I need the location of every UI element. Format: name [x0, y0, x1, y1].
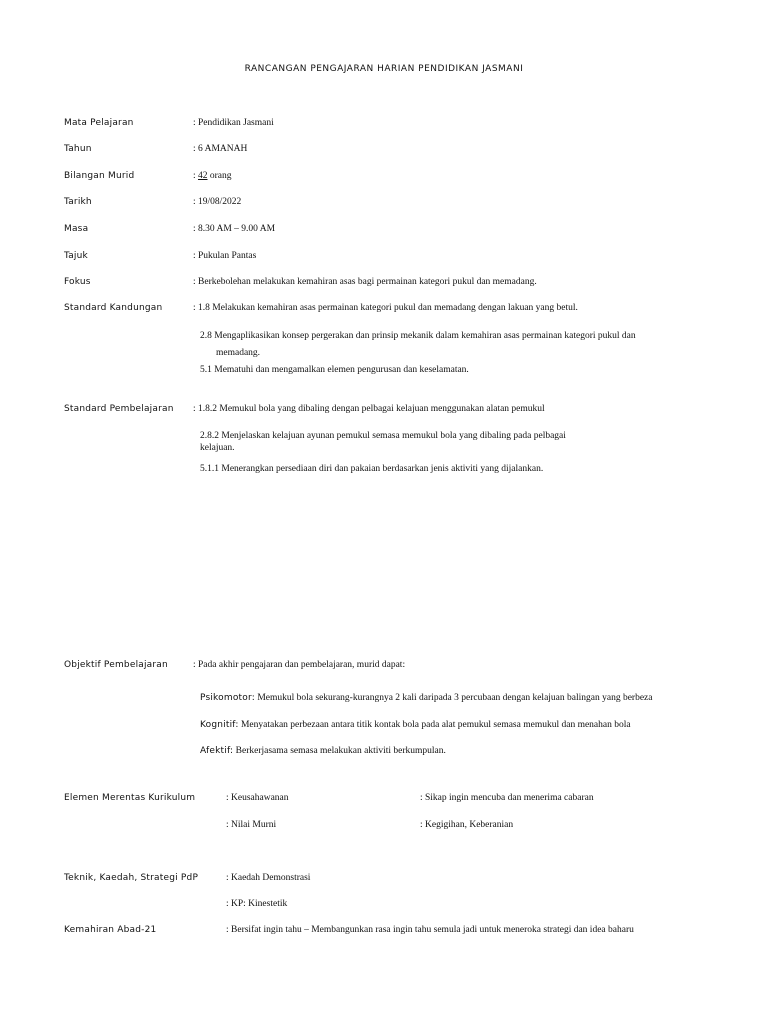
standard-kandungan-item-1: : 1.8 Melakukan kemahiran asas permainan kategori pukul dan memadang dengan lakuan yang betul.	[193, 303, 578, 313]
abad21-label: Kemahiran Abad-21	[64, 925, 157, 935]
objektif-afektif	[200, 740, 446, 758]
teknik-item-1: : Kaedah Demonstrasi	[226, 873, 311, 883]
afektif-label: Afektif:	[200, 746, 234, 756]
tahun-label: Tahun	[64, 144, 92, 154]
bilangan-murid-prefix: :	[193, 171, 199, 181]
bilangan-murid-suffix: orang	[207, 171, 232, 181]
standard-kandungan-item-2-line-1: 2.8 Mengaplikasikan konsep pergerakan dan prinsip mekanik dalam kemahiran asas permainan kategori pukul dan	[200, 331, 636, 341]
psikomotor-text: Memukul bola sekurang-kurangnya 2 kali daripada 3 percubaan dengan kelajuan balingan yang berbeza	[254, 693, 653, 703]
standard-pembelajaran-item-1: : 1.8.2 Memukul bola yang dibaling dengan pelbagai kelajuan menggunakan alatan pemukul	[193, 404, 545, 414]
mata-pelajaran-label: Mata Pelajaran	[64, 118, 134, 128]
standard-pembelajaran-item-3: 5.1.1 Menerangkan persediaan diri dan pakaian berdasarkan jenis aktiviti yang dijalankan.	[200, 464, 544, 474]
kognitif-text: Menyatakan perbezaan antara titik kontak bola pada alat pemukul semasa memukul dan menahan bola	[238, 720, 631, 730]
masa-value: : 8.30 AM – 9.00 AM	[193, 224, 276, 234]
emk-item-2-note: : Kegigihan, Keberanian	[420, 820, 514, 830]
standard-kandungan-label: Standard Kandungan	[64, 303, 163, 313]
bilangan-murid-number: 42	[198, 171, 208, 181]
tarikh-value: : 19/08/2022	[193, 197, 242, 207]
teknik-item-2: : KP: Kinestetik	[226, 899, 288, 909]
standard-kandungan-item-3: 5.1 Mematuhi dan mengamalkan elemen pengurusan dan keselamatan.	[200, 365, 469, 375]
fokus-value: : Berkebolehan melakukan kemahiran asas bagi permainan kategori pukul dan memadang.	[193, 277, 537, 287]
teknik-label: Teknik, Kaedah, Strategi PdP	[64, 873, 199, 883]
standard-kandungan-item-2-line-2: memadang.	[216, 348, 261, 358]
mata-pelajaran-value: : Pendidikan Jasmani	[193, 118, 274, 128]
tajuk-label: Tajuk	[64, 251, 88, 261]
masa-label: Masa	[64, 224, 89, 234]
document-title: RANCANGAN PENGAJARAN HARIAN PENDIDIKAN JASMANI	[244, 64, 524, 74]
psikomotor-label: Psikomotor:	[200, 693, 255, 703]
tajuk-value: : Pukulan Pantas	[193, 251, 257, 261]
emk-label: Elemen Merentas Kurikulum	[64, 793, 196, 803]
emk-item-2: : Nilai Murni	[226, 820, 277, 830]
abad21-value: : Bersifat ingin tahu – Membangunkan rasa ingin tahu semula jadi untuk meneroka strategi dan idea baharu	[226, 925, 634, 935]
objektif-psikomotor	[200, 687, 652, 705]
objektif-kognitif	[200, 714, 631, 732]
bilangan-murid-value	[193, 171, 232, 181]
standard-pembelajaran-label: Standard Pembelajaran	[64, 404, 174, 414]
bilangan-murid-label: Bilangan Murid	[64, 171, 135, 181]
objektif-label: Objektif Pembelajaran	[64, 660, 168, 670]
afektif-text: Berkerjasama semasa melakukan aktiviti berkumpulan.	[233, 746, 446, 756]
tahun-value: : 6 AMANAH	[193, 144, 248, 154]
tarikh-label: Tarikh	[64, 197, 92, 207]
fokus-label: Fokus	[64, 277, 91, 287]
objektif-intro: : Pada akhir pengajaran dan pembelajaran, murid dapat:	[193, 660, 406, 670]
kognitif-label: Kognitif:	[200, 720, 239, 730]
emk-item-1-note: : Sikap ingin mencuba dan menerima cabaran	[420, 793, 594, 803]
standard-pembelajaran-item-2-line-1: 2.8.2 Menjelaskan kelajuan ayunan pemukul semasa memukul bola yang dibaling pada pelbagai	[200, 431, 566, 441]
standard-pembelajaran-item-2-line-2: kelajuan.	[200, 443, 235, 453]
emk-item-1: : Keusahawanan	[226, 793, 289, 803]
